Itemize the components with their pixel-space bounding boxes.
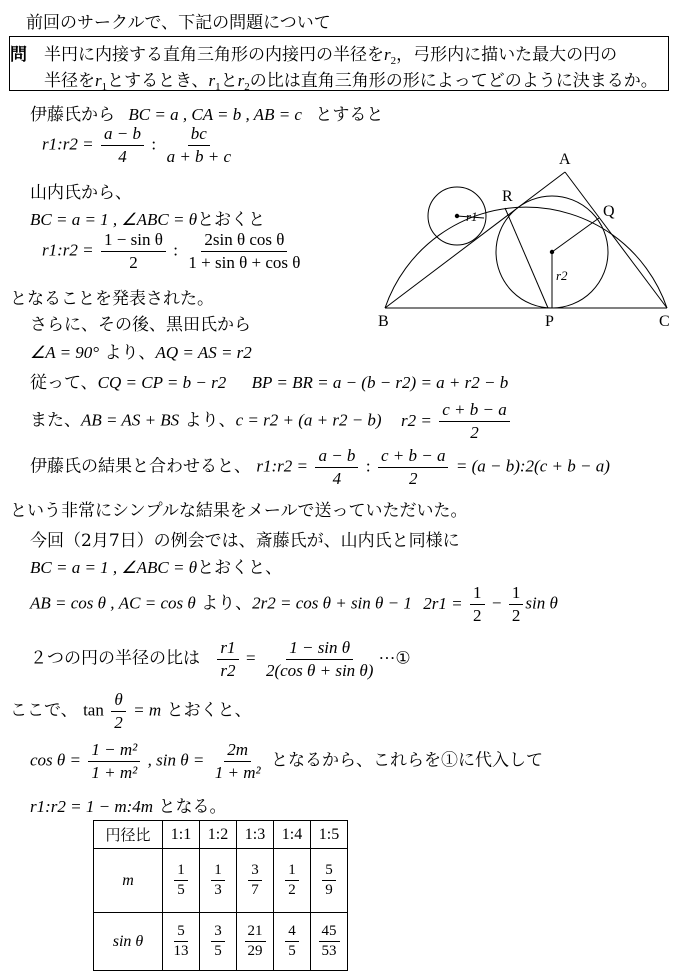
saito-line: AB = cos θ , AC = cos θ より、2r2 = cos θ + sin θ − 1 2r1 = $\frac{1}{2}$ − $\frac{1}{2}$ sin θ [30,583,558,625]
label-b: B [378,313,389,330]
label-q: Q [603,203,615,220]
table-cell: $\frac{3}{5}$ [200,913,237,971]
tan-line: ここで、 tan $\frac{\theta}{2}$ = m とおくと、 [10,690,252,732]
label-p: P [545,313,554,330]
problem-line-2: 半径を$r_1$とするとき、$r_1$と$r_2$の比は直角三角形の形によってどのように決まるか。 [44,71,658,93]
label-r2: r2 [556,268,568,283]
table-header-cell: 1:3 [237,821,274,849]
ito-intro: 伊藤氏から BC = a , CA = b , AB = c とすると [30,105,384,125]
table-header-row [94,821,348,849]
center-r1 [455,214,459,218]
problem-label: 問 [10,45,27,65]
combine-line: 伊藤氏の結果と合わせると、 r1:r2 = $\frac{a - b}{4}$ : $\frac{c + b - a}{2}$ = (a − b):2(c + b − a) [30,446,610,488]
table-cell: $\frac{1}{2}$ [274,849,311,913]
saito-defs: BC = a = 1 , ∠ABC = θとおくと、 [30,558,283,578]
table-cell: $\frac{45}{53}$ [311,913,348,971]
side-ac [565,172,667,308]
result-line: r1:r2 = 1 − m:4m となる。 [30,797,227,817]
chord-r-p [505,208,548,308]
table-row-sin [94,913,348,971]
table-cell: $\frac{5}{13}$ [163,913,200,971]
table-header-cell: 1:1 [163,821,200,849]
table-header-cell: 円径比 [94,821,163,849]
table-header-cell: 1:4 [274,821,311,849]
mail-text: という非常にシンプルな結果をメールで送っていただいた。 [10,501,468,521]
table-row-m [94,849,348,913]
ito-formula: r1:r2 = $\frac{a - b}{4}$ : $\frac{bc}{a + b + c}$ [42,124,232,166]
table-cell: $\frac{21}{29}$ [237,913,274,971]
table-cell: $\frac{5}{9}$ [311,849,348,913]
table-header-cell: 1:2 [200,821,237,849]
side-ba [385,172,565,308]
radius-to-q [552,218,599,252]
table-row-label: sin θ [94,913,163,971]
table-cell: $\frac{3}{7}$ [237,849,274,913]
kuroda-intro: さらに、その後、黒田氏から [30,315,251,335]
table-cell: $\frac{4}{5}$ [274,913,311,971]
label-r1: r1 [466,209,478,224]
ratio-table [93,820,348,971]
label-r: R [502,188,513,205]
yamauchi-intro: 山内氏から、 [30,183,132,203]
announced-text: となることを発表された。 [10,289,214,309]
geometry-figure [370,148,685,338]
kuroda-line-1: ∠A = 90° より、AQ = AS = r2 [30,343,252,363]
table-header-cell: 1:5 [311,821,348,849]
yamauchi-defs: BC = a = 1 , ∠ABC = θとおくと [30,210,266,230]
problem-line-1: 半円に内接する直角三角形の内接円の半径を$r_2$，弓形内に描いた最大の円の [44,45,618,67]
substitution-line: cos θ = $\frac{\text{1 − m²}}{\text{1 + m²}}$ , sin θ = $\frac{2m}{\text{1 + m²}}$ となるから、これらを①に代入して [30,740,543,782]
table-cell: $\frac{1}{3}$ [200,849,237,913]
kuroda-line-3: また、AB = AS + BS より、c = r2 + (a + r2 − b) r2 = $\frac{c + b - a}{2}$ [30,400,512,442]
center-r2 [550,250,554,254]
table-row-label: m [94,849,163,913]
table-cell: $\frac{1}{5}$ [163,849,200,913]
ratio-equation: ２つの円の半径の比は $\frac{r1}{r2}$ = $\frac{\text{1 − sin θ}}{\text{2(cos θ + sin θ)}}$ ···① [30,638,411,680]
kuroda-line-2: 従って、CQ = CP = b − r2 BP = BR = a − (b − r2) = a + r2 − b [30,373,509,393]
yamauchi-formula: r1:r2 = $\frac{\text{1 − sin θ}}{2}$ : $\frac{\text{2sin θ cos θ}}{\text{1 + sin θ + cos θ}}$ [42,230,301,272]
saito-intro: 今回（2月7日）の例会では、斎藤氏が、山内氏と同様に [30,531,460,551]
label-c: C [659,313,670,330]
label-a: A [559,151,571,168]
intro-text: 前回のサークルで、下記の問題について [26,13,331,33]
